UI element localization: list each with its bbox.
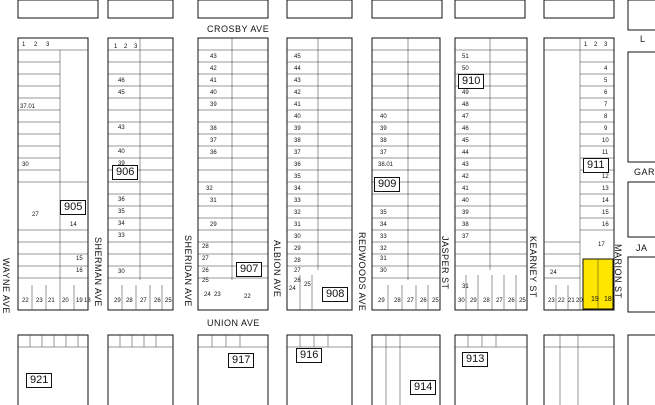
block-number-921: 921 — [26, 373, 52, 388]
street-albion-ave: ALBION AVE — [272, 240, 282, 298]
lot-910-41: 41 — [462, 186, 469, 192]
lot-907-40: 40 — [210, 90, 217, 96]
lot-910-27: 27 — [496, 298, 503, 304]
lot-910-25: 25 — [519, 298, 526, 304]
lot-905-14: 14 — [70, 222, 77, 228]
block-number-913: 913 — [462, 352, 488, 367]
lot-911-24: 24 — [550, 270, 557, 276]
lot-905-23: 23 — [36, 298, 43, 304]
lot-911-22: 22 — [558, 298, 565, 304]
lot-907-24: 24 — [204, 292, 211, 298]
block-number-908: 908 — [322, 287, 348, 302]
lot-909-26: 26 — [420, 298, 427, 304]
lot-911-23: 23 — [548, 298, 555, 304]
lot-908-36: 36 — [294, 162, 301, 168]
lot-911-11: 11 — [602, 150, 609, 156]
lot-908-39: 39 — [294, 126, 301, 132]
lot-19: 19 — [591, 296, 599, 303]
lot-908-31: 31 — [294, 222, 301, 228]
lot-911-5: 5 — [604, 78, 608, 84]
lot-906-2: 2 — [124, 44, 128, 50]
lot-908-27: 27 — [294, 268, 301, 274]
street-ja-partial: JA — [636, 243, 648, 253]
lot-910-40: 40 — [462, 198, 469, 204]
lot-908-40: 40 — [294, 114, 301, 120]
block-number-917: 917 — [228, 353, 254, 368]
lot-906-36: 36 — [118, 197, 125, 203]
lot-909-35: 35 — [380, 210, 387, 216]
lot-909-37: 37 — [380, 150, 387, 156]
block-number-911: 911 — [583, 158, 609, 173]
lot-907-43: 43 — [210, 54, 217, 60]
lot-905-20: 20 — [62, 298, 69, 304]
street-jasper-st: JASPER ST — [440, 236, 450, 290]
lot-908-29: 29 — [294, 246, 301, 252]
lot-907-22: 22 — [244, 294, 251, 300]
lot-907-38: 38 — [210, 126, 217, 132]
lot-910-45: 45 — [462, 138, 469, 144]
lot-907-42: 42 — [210, 66, 217, 72]
lot-906-29: 29 — [114, 298, 121, 304]
lot-911-15: 15 — [602, 210, 609, 216]
lot-908-24: 24 — [289, 286, 296, 292]
lot-906-43: 43 — [118, 125, 125, 131]
lot-908-44: 44 — [294, 66, 301, 72]
lot-910-50: 50 — [462, 66, 469, 72]
block-number-910: 910 — [458, 74, 484, 89]
block-number-909: 909 — [374, 177, 400, 192]
lot-906-25: 25 — [165, 298, 172, 304]
lot-905-18: 18 — [84, 298, 91, 304]
lot-906-34: 34 — [118, 221, 125, 227]
lot-911-7: 7 — [604, 102, 608, 108]
block-number-906: 906 — [112, 165, 138, 180]
lot-905-3: 3 — [46, 42, 50, 48]
lot-910-51: 51 — [462, 54, 469, 60]
lot-908-34: 34 — [294, 186, 301, 192]
lot-909-34: 34 — [380, 222, 387, 228]
lot-907-37: 37 — [210, 138, 217, 144]
lot-906-27: 27 — [140, 298, 147, 304]
lot-906-33: 33 — [118, 233, 125, 239]
lot-910-48: 48 — [462, 102, 469, 108]
lot-910-39: 39 — [462, 210, 469, 216]
lot-911-13: 13 — [602, 186, 609, 192]
lot-907-23: 23 — [214, 292, 221, 298]
lot-911-20: 20 — [576, 298, 583, 304]
lot-906-40: 40 — [118, 149, 125, 155]
lot-908-32: 32 — [294, 210, 301, 216]
lot-909-40: 40 — [380, 114, 387, 120]
lot-909-38: 38 — [380, 138, 387, 144]
lot-905-22: 22 — [22, 298, 29, 304]
block-number-907: 907 — [236, 262, 262, 277]
lot-908-35: 35 — [294, 174, 301, 180]
lot-907-39: 39 — [210, 102, 217, 108]
lot-909-28: 28 — [394, 298, 401, 304]
lot-907-32: 32 — [206, 186, 213, 192]
street-marion-st: MARION ST — [613, 244, 623, 299]
street-redwoods-ave: REDWOODS AVE — [357, 232, 367, 312]
street-union-ave: UNION AVE — [207, 318, 260, 328]
lot-908-30: 30 — [294, 234, 301, 240]
lot-905-19: 19 — [76, 298, 83, 304]
lot-910-42: 42 — [462, 174, 469, 180]
lot-911-4: 4 — [604, 66, 608, 72]
lot-908-43: 43 — [294, 78, 301, 84]
lot-907-25: 25 — [202, 278, 209, 284]
lot-906-3: 3 — [134, 44, 138, 50]
lot-908-28: 28 — [294, 258, 301, 264]
lot-906-28: 28 — [126, 298, 133, 304]
lot-908-45: 45 — [294, 54, 301, 60]
lot-907-28: 28 — [202, 244, 209, 250]
lot-910-29: 29 — [470, 298, 477, 304]
lot-910-26: 26 — [508, 298, 515, 304]
lot-908-33: 33 — [294, 198, 301, 204]
lot-907-27: 27 — [202, 256, 209, 262]
lot-906-26: 26 — [154, 298, 161, 304]
lot-910-49: 49 — [462, 90, 469, 96]
lot-909-27: 27 — [407, 298, 414, 304]
lot-905-2: 2 — [34, 42, 38, 48]
lot-907-41: 41 — [210, 78, 217, 84]
block-number-905: 905 — [60, 200, 86, 215]
lot-911-8: 8 — [604, 114, 608, 120]
lot-907-26: 26 — [202, 268, 209, 274]
lot-910-31: 31 — [462, 284, 469, 290]
lot-910-37: 37 — [462, 234, 469, 240]
lot-910-28: 28 — [483, 298, 490, 304]
street-gar-partial: GAR — [634, 167, 655, 177]
block-number-916: 916 — [296, 348, 322, 363]
lot-908-25: 25 — [304, 282, 311, 288]
lot-909-31: 31 — [380, 256, 387, 262]
lot-905-37-01: 37.01 — [20, 104, 36, 110]
lot-911-17: 17 — [598, 242, 605, 248]
lot-910-43: 43 — [462, 162, 469, 168]
lot-910-47: 47 — [462, 114, 469, 120]
lot-911-12: 12 — [602, 174, 609, 180]
lot-906-1: 1 — [114, 44, 118, 50]
lot-905-21: 21 — [48, 298, 55, 304]
lot-909-29: 29 — [378, 298, 385, 304]
street-sherman-ave: SHERMAN AVE — [93, 237, 103, 307]
lot-906-35: 35 — [118, 209, 125, 215]
lot-908-42: 42 — [294, 90, 301, 96]
street-crosby-ave: CROSBY AVE — [207, 24, 270, 34]
lot-910-30: 30 — [458, 298, 465, 304]
lot-905-15: 15 — [76, 256, 83, 262]
lot-909-39: 39 — [380, 126, 387, 132]
lot-18: 18 — [604, 296, 612, 303]
lot-911-16: 16 — [602, 222, 609, 228]
lot-906-30: 30 — [118, 269, 125, 275]
lot-911-1: 1 — [584, 42, 588, 48]
lot-908-37: 37 — [294, 150, 301, 156]
lot-911-21: 21 — [568, 298, 575, 304]
lot-905-1: 1 — [22, 42, 26, 48]
lot-909-30: 30 — [380, 268, 387, 274]
lot-908-41: 41 — [294, 102, 301, 108]
lot-907-29: 29 — [210, 222, 217, 228]
lot-906-46: 46 — [118, 78, 125, 84]
street-sheridan-ave: SHERIDAN AVE — [183, 235, 193, 307]
lot-911-2: 2 — [594, 42, 598, 48]
lot-908-38: 38 — [294, 138, 301, 144]
lot-909-33: 33 — [380, 234, 387, 240]
block-number-914: 914 — [410, 380, 436, 395]
lot-911-10: 10 — [602, 138, 609, 144]
street-wayne-ave: WAYNE AVE — [1, 258, 11, 314]
lot-906-39: 39 — [118, 161, 125, 167]
lot-908-26: 26 — [294, 278, 301, 284]
lot-905-16: 16 — [76, 268, 83, 274]
lot-909-25: 25 — [432, 298, 439, 304]
lot-911-9: 9 — [604, 126, 608, 132]
lot-911-14: 14 — [602, 198, 609, 204]
street-kearney-st: KEARNEY ST — [528, 236, 538, 298]
lot-907-31: 31 — [210, 198, 217, 204]
lot-910-38: 38 — [462, 222, 469, 228]
lot-910-46: 46 — [462, 126, 469, 132]
lot-911-6: 6 — [604, 90, 608, 96]
lot-905-27: 27 — [32, 212, 39, 218]
lot-907-36: 36 — [210, 150, 217, 156]
lot-910-44: 44 — [462, 150, 469, 156]
lot-909-32: 32 — [380, 246, 387, 252]
lot-905-30: 30 — [22, 162, 29, 168]
lot-911-3: 3 — [604, 42, 608, 48]
lot-909-38-01: 38.01 — [378, 162, 394, 168]
street-l-partial: L — [640, 34, 646, 44]
lot-906-45: 45 — [118, 90, 125, 96]
